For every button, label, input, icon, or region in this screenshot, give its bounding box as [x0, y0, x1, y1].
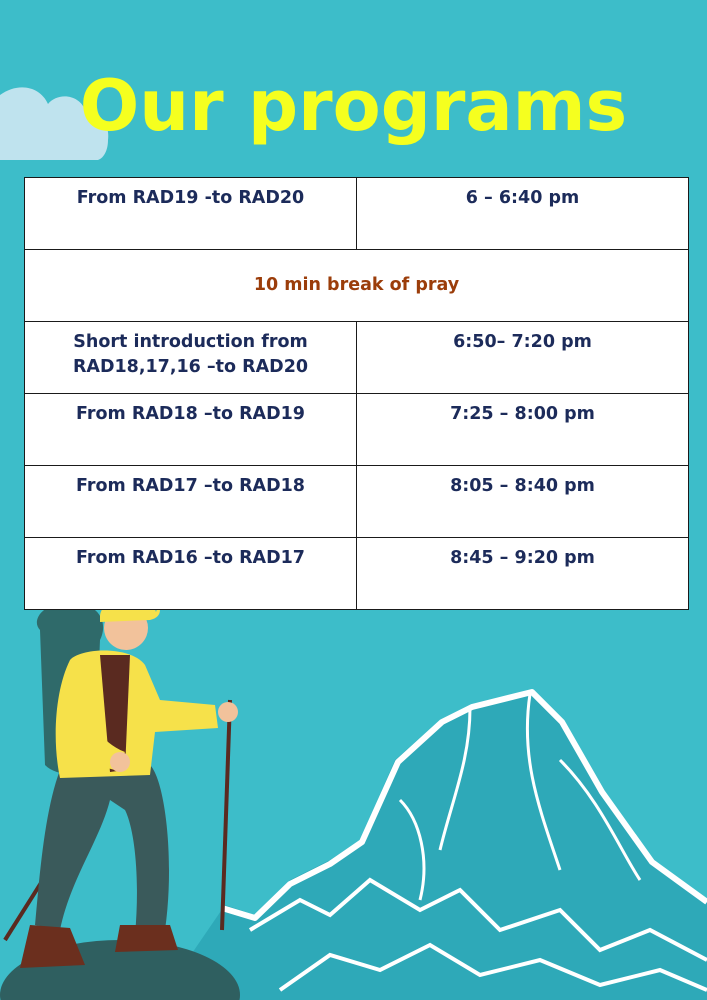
- page-title: Our programs: [79, 65, 628, 147]
- session-label: From RAD17 –to RAD18: [25, 466, 357, 538]
- session-label: From RAD18 –to RAD19: [25, 394, 357, 466]
- break-label: 10 min break of pray: [25, 250, 689, 322]
- schedule-table: [24, 177, 689, 610]
- session-label-line1: Short introduction from: [73, 332, 308, 352]
- session-label: From RAD16 –to RAD17: [25, 538, 357, 610]
- session-time: 6 – 6:40 pm: [357, 178, 689, 250]
- table-row: [25, 322, 689, 394]
- session-time: 8:05 – 8:40 pm: [357, 466, 689, 538]
- session-label-line2: RAD18,17,16 –to RAD20: [72, 357, 309, 377]
- session-time: 8:45 – 9:20 pm: [357, 538, 689, 610]
- session-label: [25, 322, 357, 394]
- table-row: [25, 394, 689, 466]
- table-row: [25, 178, 689, 250]
- table-row: [25, 250, 689, 322]
- session-time: 6:50– 7:20 pm: [357, 322, 689, 394]
- table-row: [25, 466, 689, 538]
- session-time: 7:25 – 8:00 pm: [357, 394, 689, 466]
- table-row: [25, 538, 689, 610]
- session-label: From RAD19 -to RAD20: [25, 178, 357, 250]
